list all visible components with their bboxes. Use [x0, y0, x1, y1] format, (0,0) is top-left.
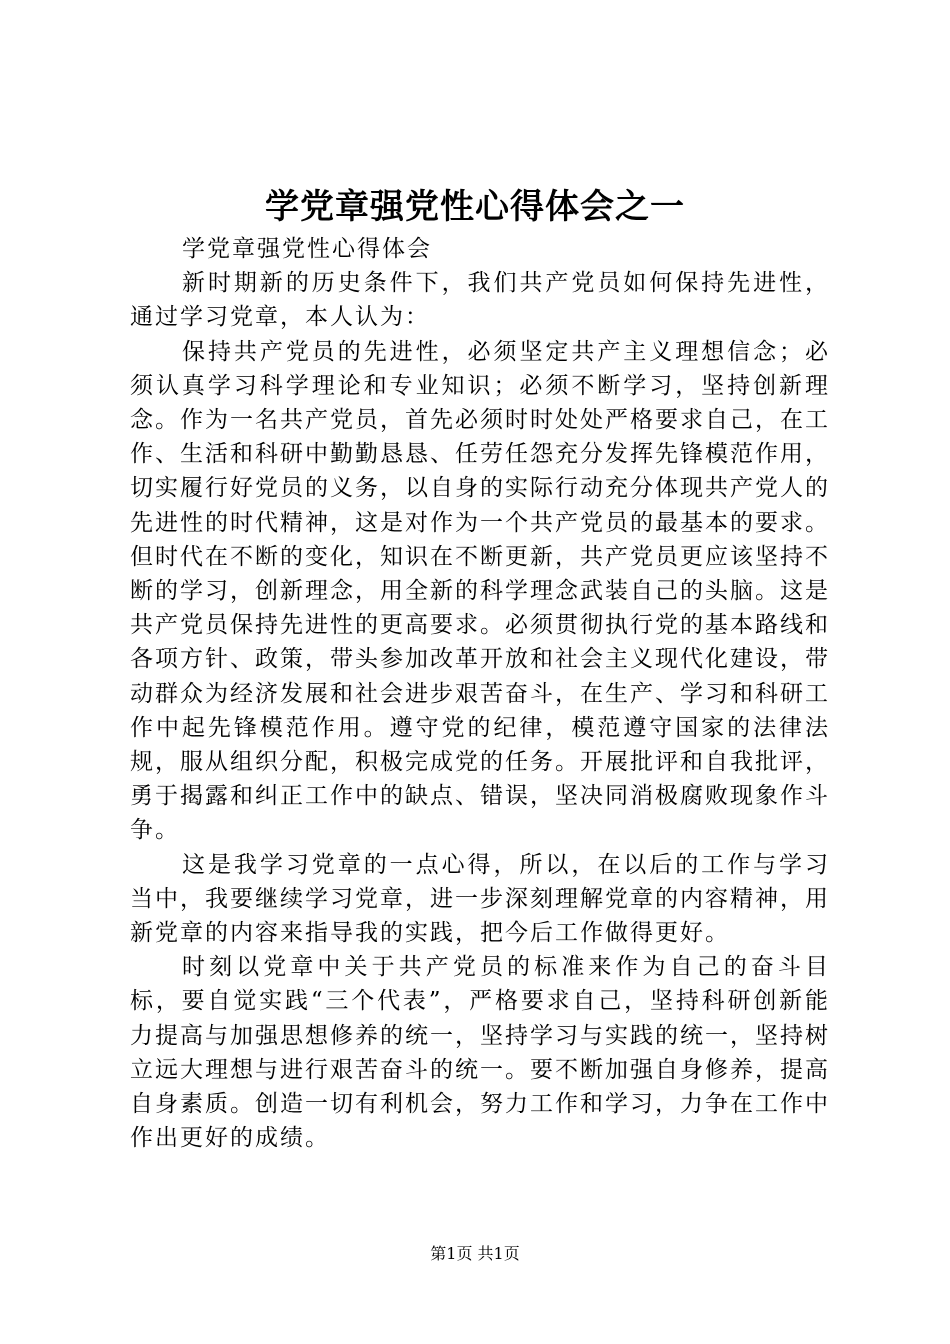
document-title: 学党章强党性心得体会之一 — [265, 187, 685, 227]
document-body — [130, 232, 830, 1155]
page-number-footer: 第1页 共1页 — [430, 1244, 520, 1263]
paragraph-conclusion: 时刻以党章中关于共产党员的标准来作为自己的奋斗目标，要自觉实践“三个代表”，严格要求自己，坚持科研创新能力提高与加强思想修养的统一，坚持学习与实践的统一，坚持树立远大理想与进行艰苦奋斗的统一。要不断加强自身修养，提高自身素质。创造一切有利机会，努力工作和学习，力争在工作中作出更好的成绩。 — [130, 954, 830, 1152]
paragraph-intro: 新时期新的历史条件下，我们共产党员如何保持先进性，通过学习党章，本人认为： — [130, 270, 830, 331]
paragraph-subtitle: 学党章强党性心得体会 — [182, 236, 432, 262]
paragraph-main: 保持共产党员的先进性，必须坚定共产主义理想信念；必须认真学习科学理论和专业知识；必须不断学习，坚持创新理念。作为一名共产党员，首先必须时时处处严格要求自己，在工作、生活和科研中勤勤恳恳、任劳任怨充分发挥先锋模范作用，切实履行好党员的义务，以自身的实际行动充分体现共产党人的先进性的时代精神，这是对作为一个共产党员的最基本的要求。但时代在不断的变化，知识在不断更新，共产党员更应该坚持不断的学习，创新理念，用全新的科学理念武装自己的头脑。这是共产党员保持先进性的更高要求。必须贯彻执行党的基本路线和各项方针、政策，带头参加改革开放和社会主义现代化建设，带动群众为经济发展和社会进步艰苦奋斗，在生产、学习和科研工作中起先锋模范作用。遵守党的纪律，模范遵守国家的法律法规，服从组织分配，积极完成党的任务。开展批评和自我批评，勇于揭露和纠正工作中的缺点、错误，坚决同消极腐败现象作斗争。 — [130, 338, 830, 844]
paragraph-reflection: 这是我学习党章的一点心得，所以，在以后的工作与学习当中，我要继续学习党章，进一步深刻理解党章的内容精神，用新党章的内容来指导我的实践，把今后工作做得更好。 — [130, 851, 830, 947]
